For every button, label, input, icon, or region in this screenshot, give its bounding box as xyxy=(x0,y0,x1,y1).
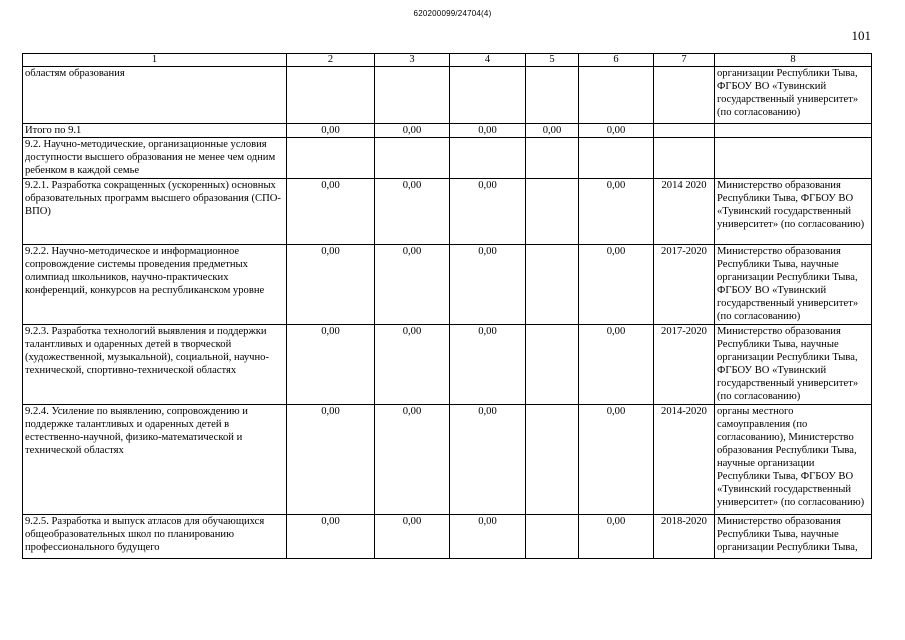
cell-value xyxy=(375,67,450,124)
cell-value: 0,00 xyxy=(579,179,654,245)
cell-value xyxy=(526,67,579,124)
cell-value: 0,00 xyxy=(450,325,526,405)
row-title: 9.2.3. Разработка технологий выявления и поддержки талантливых и одаренных детей в творческой (художественной, музыкальной), социальной, научно-технической, спортивно-технической областях xyxy=(23,325,287,405)
row-title: Итого по 9.1 xyxy=(23,124,287,138)
cell-value xyxy=(579,67,654,124)
table-row xyxy=(23,515,872,559)
section-row xyxy=(23,138,872,179)
header-row xyxy=(23,54,872,67)
cell-years xyxy=(654,67,715,124)
table-row xyxy=(23,245,872,325)
document-id: 620200099/24704(4) xyxy=(413,9,492,18)
row-title: 9.2.1. Разработка сокращенных (ускоренных) основных образовательных программ высшего образования (СПО-ВПО) xyxy=(23,179,287,245)
cell-value: 0,00 xyxy=(526,124,579,138)
cell-executor: Министерство образования Республики Тыва, научные организации Республики Тыва, ФГБОУ ВО «Тувинский государственный университет» (по согласованию) xyxy=(715,325,872,405)
column-header: 5 xyxy=(526,54,579,67)
table-row-total xyxy=(23,124,872,138)
cell-value xyxy=(375,138,450,179)
column-header: 7 xyxy=(654,54,715,67)
cell-executor xyxy=(715,138,872,179)
column-header: 1 xyxy=(23,54,287,67)
cell-value: 0,00 xyxy=(450,515,526,559)
cell-executor: органы местного самоуправления (по согласованию), Министерство образования Республики Тыва, научные организации Республики Тыва, ФГБОУ ВО «Тувинский государственный университет» (по согласованию) xyxy=(715,405,872,515)
cell-value xyxy=(579,138,654,179)
cell-value xyxy=(450,67,526,124)
cell-years: 2014-2020 xyxy=(654,405,715,515)
cell-value xyxy=(526,325,579,405)
cell-executor: Министерство образования Республики Тыва, ФГБОУ ВО «Тувинский государственный университет» (по согласованию) xyxy=(715,179,872,245)
cell-value: 0,00 xyxy=(579,124,654,138)
cell-value: 0,00 xyxy=(579,405,654,515)
cell-value xyxy=(287,138,375,179)
cell-value: 0,00 xyxy=(375,325,450,405)
table-row xyxy=(23,325,872,405)
row-title: областям образования xyxy=(23,67,287,124)
cell-value: 0,00 xyxy=(450,124,526,138)
page-number: 101 xyxy=(851,28,871,43)
cell-value xyxy=(526,138,579,179)
cell-value: 0,00 xyxy=(287,179,375,245)
column-header: 6 xyxy=(579,54,654,67)
row-title: 9.2.2. Научно-методическое и информационное сопровождение системы проведения предметных олимпиад школьников, научно-практических конференций, конкурсов на республиканском уровне xyxy=(23,245,287,325)
cell-years: 2017-2020 xyxy=(654,325,715,405)
column-header: 3 xyxy=(375,54,450,67)
table-row xyxy=(23,405,872,515)
cell-value: 0,00 xyxy=(450,245,526,325)
cell-value: 0,00 xyxy=(579,515,654,559)
cell-value: 0,00 xyxy=(287,325,375,405)
cell-value: 0,00 xyxy=(375,405,450,515)
cell-value xyxy=(526,179,579,245)
cell-value: 0,00 xyxy=(287,124,375,138)
cell-value: 0,00 xyxy=(287,515,375,559)
cell-executor: организации Республики Тыва, ФГБОУ ВО «Тувинский государственный университет» (по согласованию) xyxy=(715,67,872,124)
row-title: 9.2.5. Разработка и выпуск атласов для обучающихся общеобразовательных школ по планированию профессионального будущего xyxy=(23,515,287,559)
table-row xyxy=(23,67,872,124)
cell-value: 0,00 xyxy=(375,179,450,245)
cell-value: 0,00 xyxy=(287,405,375,515)
cell-years: 2018-2020 xyxy=(654,515,715,559)
cell-value: 0,00 xyxy=(579,245,654,325)
cell-value: 0,00 xyxy=(375,245,450,325)
cell-value: 0,00 xyxy=(450,179,526,245)
cell-years xyxy=(654,138,715,179)
row-title: 9.2. Научно-методические, организационные условия доступности высшего образования не менее чем одним ребенком в каждой семье xyxy=(23,138,287,179)
cell-years: 2014 2020 xyxy=(654,179,715,245)
cell-value: 0,00 xyxy=(579,325,654,405)
cell-years xyxy=(654,124,715,138)
cell-value xyxy=(287,67,375,124)
cell-value: 0,00 xyxy=(450,405,526,515)
program-table xyxy=(22,53,872,559)
cell-value xyxy=(526,245,579,325)
cell-years: 2017-2020 xyxy=(654,245,715,325)
cell-executor: Министерство образования Республики Тыва, научные организации Республики Тыва, ФГБОУ ВО «Тувинский государственный университет» (по согласованию) xyxy=(715,245,872,325)
cell-value: 0,00 xyxy=(287,245,375,325)
table-row xyxy=(23,179,872,245)
cell-value xyxy=(450,138,526,179)
cell-value xyxy=(526,515,579,559)
cell-executor xyxy=(715,124,872,138)
column-header: 4 xyxy=(450,54,526,67)
cell-executor: Министерство образования Республики Тыва, научные организации Республики Тыва, xyxy=(715,515,872,559)
cell-value: 0,00 xyxy=(375,124,450,138)
column-header: 8 xyxy=(715,54,872,67)
cell-value xyxy=(526,405,579,515)
cell-value: 0,00 xyxy=(375,515,450,559)
row-title: 9.2.4. Усиление по выявлению, сопровождению и поддержке талантливых и одаренных детей в естественно-научной, физико-математической и технической областях xyxy=(23,405,287,515)
column-header: 2 xyxy=(287,54,375,67)
